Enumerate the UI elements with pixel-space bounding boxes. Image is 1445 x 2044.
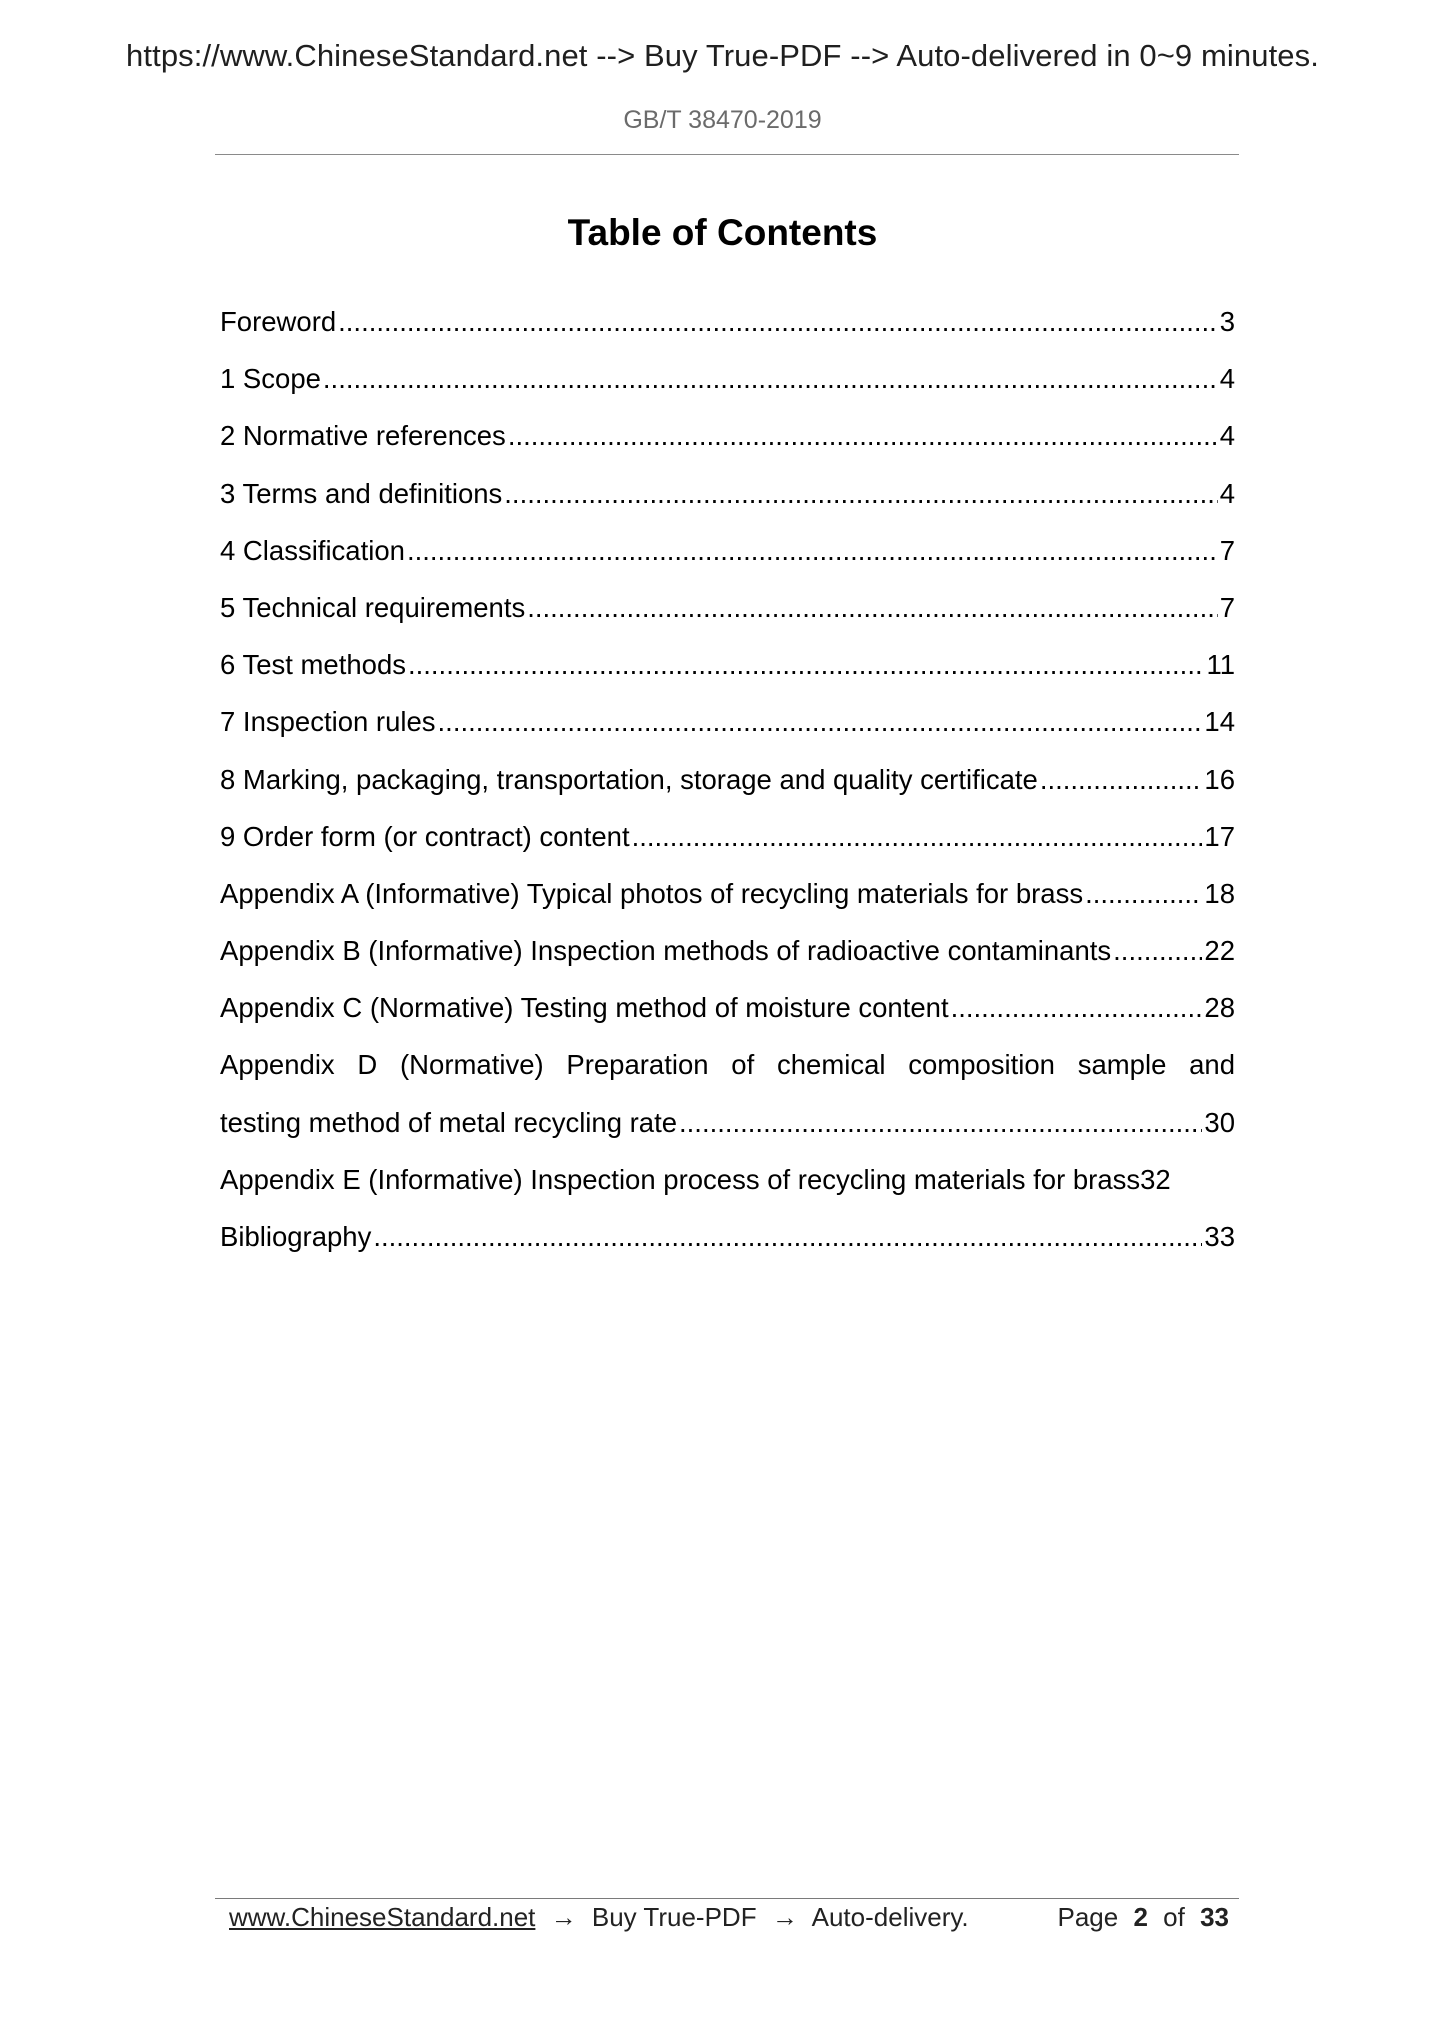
toc-entry-label: 2 Normative references: [220, 420, 506, 452]
toc-entry-inspection-rules[interactable]: [220, 702, 1235, 759]
of-word: of: [1163, 1902, 1185, 1932]
toc-entry-foreword[interactable]: [220, 302, 1235, 359]
current-page-number: 2: [1133, 1902, 1148, 1932]
toc-entry-label: 5 Technical requirements: [220, 591, 526, 623]
toc-entry-label: Appendix A (Informative) Typical photos of recycling materials for brass: [220, 877, 1084, 909]
dot-leader: [407, 531, 1218, 571]
dot-leader: [438, 702, 1203, 742]
dot-leader: [1113, 931, 1202, 971]
dot-leader: [679, 1103, 1202, 1143]
dot-leader: [1040, 760, 1203, 800]
auto-delivery-text: Auto-delivery.: [811, 1902, 969, 1932]
toc-entry-page: 7: [1219, 591, 1235, 623]
toc-entry-page: 32: [1140, 1163, 1171, 1195]
dot-leader: [323, 359, 1218, 399]
toc-entry-label: 4 Classification: [220, 534, 405, 566]
toc-entry-page: 28: [1204, 992, 1235, 1024]
toc-entry-bibliography[interactable]: [220, 1217, 1235, 1274]
toc-entry-label: Foreword: [220, 306, 337, 337]
dot-leader: [508, 416, 1218, 456]
buy-true-pdf-text: Buy True-PDF: [591, 1902, 757, 1932]
toc-entry-label: Appendix C (Normative) Testing method of moisture content: [220, 992, 949, 1024]
toc-entry-page: 18: [1204, 877, 1235, 909]
toc-entry-label: 1 Scope: [220, 363, 321, 395]
toc-entry-label: 7 Inspection rules: [220, 706, 436, 738]
toc-entry-page: 7: [1219, 534, 1235, 566]
site-link[interactable]: www.ChineseStandard.net: [229, 1902, 536, 1932]
toc-entry-page: 14: [1204, 706, 1235, 738]
top-banner: https://www.ChineseStandard.net --> Buy True-PDF --> Auto-delivered in 0~9 minutes.: [126, 38, 1319, 73]
footer-promo: [229, 1902, 977, 1933]
toc-entry-marking-packaging[interactable]: [220, 760, 1235, 817]
dot-leader: [951, 988, 1203, 1028]
toc-entry-label: 9 Order form (or contract) content: [220, 820, 630, 852]
page-indicator: [1057, 1902, 1229, 1933]
toc-title: Table of Contents: [567, 212, 878, 253]
toc-entry-label: 6 Test methods: [220, 649, 406, 681]
dot-leader: [373, 1217, 1202, 1257]
toc-entry-label: Appendix E (Informative) Inspection process of recycling materials for brass: [220, 1163, 1141, 1195]
header-divider: [215, 154, 1239, 155]
toc-entry-label: Appendix D (Normative) Preparation of chemical composition sample and: [220, 1049, 1235, 1081]
total-page-count: 33: [1200, 1902, 1229, 1932]
toc-entry-page: 17: [1204, 820, 1235, 852]
toc-entry-label: testing method of metal recycling rate: [220, 1106, 678, 1138]
page-word: Page: [1057, 1902, 1119, 1932]
toc-entry-appendix-d-line1[interactable]: [220, 1045, 1235, 1102]
dot-leader: [632, 817, 1203, 857]
toc-entry-page: 33: [1204, 1221, 1235, 1252]
toc-entry-test-methods[interactable]: [220, 645, 1235, 702]
dot-leader: [527, 588, 1217, 628]
toc-entry-page: 22: [1204, 935, 1235, 967]
toc-entry-appendix-a[interactable]: [220, 874, 1235, 931]
toc-entry-appendix-b[interactable]: [220, 931, 1235, 988]
toc-entry-page: 11: [1206, 649, 1235, 681]
toc-entry-page: 4: [1219, 363, 1235, 395]
toc-entry-page: 3: [1219, 306, 1235, 337]
document-code: GB/T 38470-2019: [623, 106, 822, 134]
toc-entry-normative-references[interactable]: [220, 416, 1235, 473]
footer-divider: [215, 1898, 1239, 1899]
toc-entry-appendix-e[interactable]: [220, 1160, 1235, 1217]
toc-entry-classification[interactable]: [220, 531, 1235, 588]
arrow-right-icon: →: [550, 1902, 577, 1932]
toc-entry-order-form[interactable]: [220, 817, 1235, 874]
table-of-contents: [220, 302, 1235, 1274]
toc-entry-label: 3 Terms and definitions: [220, 477, 503, 509]
toc-entry-page: 16: [1204, 763, 1235, 795]
toc-entry-label: 8 Marking, packaging, transportation, storage and quality certificate: [220, 763, 1038, 795]
dot-leader: [408, 645, 1204, 685]
toc-entry-appendix-c[interactable]: [220, 988, 1235, 1045]
toc-entry-label: Appendix B (Informative) Inspection methods of radioactive contaminants: [220, 935, 1112, 967]
toc-entry-page: 4: [1219, 420, 1235, 452]
toc-entry-technical-requirements[interactable]: [220, 588, 1235, 645]
toc-entry-appendix-d-line2[interactable]: [220, 1103, 1235, 1160]
toc-entry-page: 4: [1219, 477, 1235, 509]
page-footer: [229, 1902, 1229, 1933]
arrow-right-icon: →: [771, 1902, 798, 1932]
toc-entry-label: Bibliography: [220, 1221, 372, 1252]
dot-leader: [338, 302, 1218, 342]
toc-entry-scope[interactable]: [220, 359, 1235, 416]
toc-entry-terms-definitions[interactable]: [220, 474, 1235, 531]
dot-leader: [504, 474, 1217, 514]
toc-entry-page: 30: [1204, 1106, 1235, 1138]
dot-leader: [1085, 874, 1202, 914]
